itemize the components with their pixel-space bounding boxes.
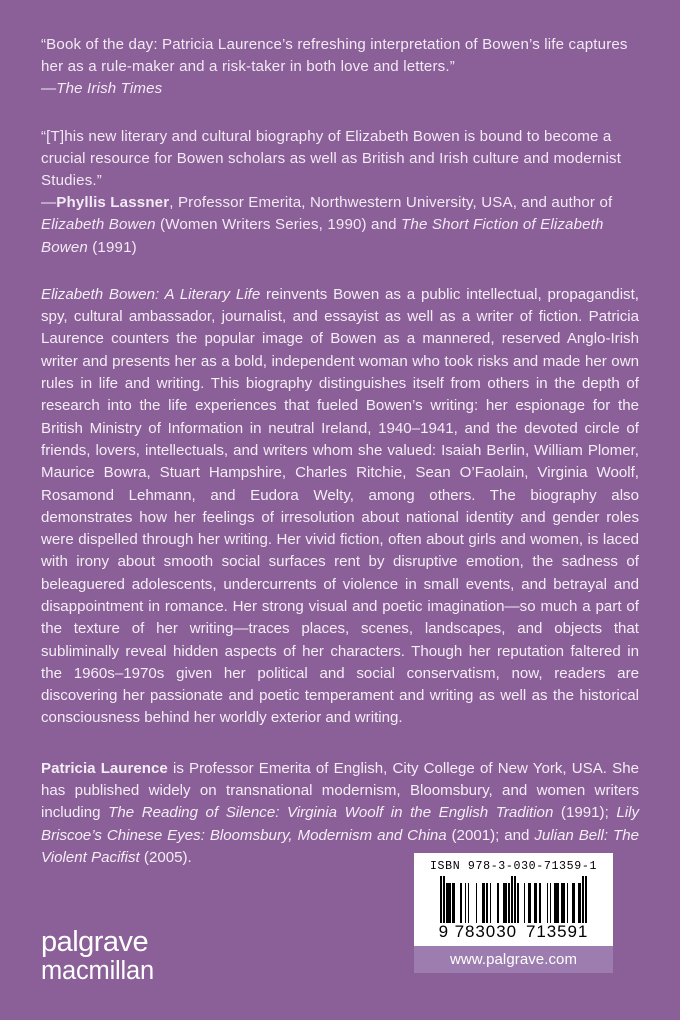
review-quote-1-text: “Book of the day: Patricia Laurence’s refreshing interpretation of Bowen’s life captures her as a rule-maker and a risk-taker in both love and letters.” bbox=[41, 36, 628, 76]
review-quote-2-rest-1: , Professor Emerita, Northwestern University, USA, and author of bbox=[169, 194, 613, 212]
review-quote-2 bbox=[41, 126, 639, 259]
logo-line-palgrave: palgrave bbox=[41, 926, 149, 958]
review-quote-2-name: Phyllis Lassner bbox=[56, 194, 170, 212]
author-work-3: Julian Bell: The Violent Pacifist bbox=[41, 826, 639, 866]
publisher-url-band[interactable] bbox=[414, 946, 613, 973]
author-bio-sep-1: (1991); bbox=[553, 804, 617, 822]
barcode-bars-icon bbox=[440, 876, 587, 923]
review-quote-2-title-1: Elizabeth Bowen bbox=[41, 216, 156, 234]
review-quote-2-attribution bbox=[41, 192, 639, 259]
book-description-text: reinvents Bowen as a public intellectual, propagandist, spy, cultural ambassador, journalist, and essayist as well as a writer of fiction. Patricia Laurence counters the popular image of Bowen as a mannered, reserved Anglo-Irish writer and presents her as a bold, independent woman who took risks and made her own rules in life and writing. This biography distinguishes itself from others in the depth of research into the life experiences that fueled Bowen’s writing: her espionage for the British Ministry of Information in neutral Ireland, 1940–1941, and the devoted circle of friends, lovers, intellectuals, and writers whom she valued: Isaiah Berlin, William Plomer, Maurice Bowra, Stuart Hampshire, Charles Ritchie, Sean O’Faolain, Virginia Woolf, Rosamond Lehmann, and Eudora Welty, among others. The biography also demonstrates how her feelings of irresolution about national identity and gender roles were dispelled through her writing. Her vivid fiction, often about girls and women, is laced with irony about smooth social surfaces rent by disruptive emotion, the sadness of beleaguered adolescents, undercurrents of violence in small events, and betrayal and disappointment in romance. Her strong visual and poetic imagination—so much a part of the texture of her writing—traces places, scenes, landscapes, and objects that subliminally reveal hidden aspects of her characters. Though her reputation faltered in the 1960s–1970s given her political and social conservatism, now, readers are discovering her passionate and poetic temperament and writing as well as the historical consciousness behind her worldly exterior and writing. bbox=[41, 285, 639, 727]
logo-line-macmillan: macmillan bbox=[41, 957, 154, 985]
barcode-digit-lead: 9 bbox=[438, 922, 449, 941]
review-quote-2-rest-2: (Women Writers Series, 1990) and bbox=[155, 216, 402, 234]
review-quote-2-text: “[T]his new literary and cultural biography of Elizabeth Bowen is bound to become a crucial resource for Bowen scholars as well as British and Irish culture and modernist Studies.” bbox=[41, 127, 622, 190]
review-quote-2-rest-3: (1991) bbox=[87, 238, 137, 256]
publisher-url: www.palgrave.com bbox=[449, 951, 578, 968]
author-bio-sep-3: (2005). bbox=[139, 848, 192, 866]
palgrave-macmillan-logo bbox=[41, 928, 154, 985]
book-title: Elizabeth Bowen: A Literary Life bbox=[41, 285, 261, 303]
author-bio-intro: is Professor Emerita of English, City College of New York, USA. She has published widely on transnational modernism, Bloomsbury, and women writers including bbox=[41, 759, 640, 822]
barcode-digit-group-2: 713591 bbox=[525, 922, 589, 941]
review-quote-1-source: The Irish Times bbox=[56, 80, 163, 98]
author-work-1: The Reading of Silence: Virginia Woolf in the English Tradition bbox=[108, 804, 554, 822]
review-quote-1 bbox=[41, 34, 639, 101]
em-dash: — bbox=[41, 80, 57, 98]
cover-text-content bbox=[41, 34, 639, 869]
isbn-label: ISBN 978-3-030-71359-1 bbox=[429, 860, 598, 873]
author-work-2: Lily Briscoe’s Chinese Eyes: Bloomsbury, Modernism and China bbox=[41, 804, 639, 844]
author-name: Patricia Laurence bbox=[41, 759, 168, 777]
review-quote-1-attribution bbox=[41, 78, 639, 100]
book-description bbox=[41, 284, 639, 730]
em-dash: — bbox=[41, 194, 57, 212]
author-bio-sep-2: (2001); and bbox=[446, 826, 535, 844]
barcode-digits bbox=[439, 922, 589, 942]
review-quote-2-title-2: The Short Fiction of Elizabeth Bowen bbox=[41, 216, 604, 256]
barcode-block bbox=[414, 853, 613, 973]
barcode-digit-group-1: 783030 bbox=[454, 922, 517, 941]
barcode-panel bbox=[414, 853, 613, 946]
